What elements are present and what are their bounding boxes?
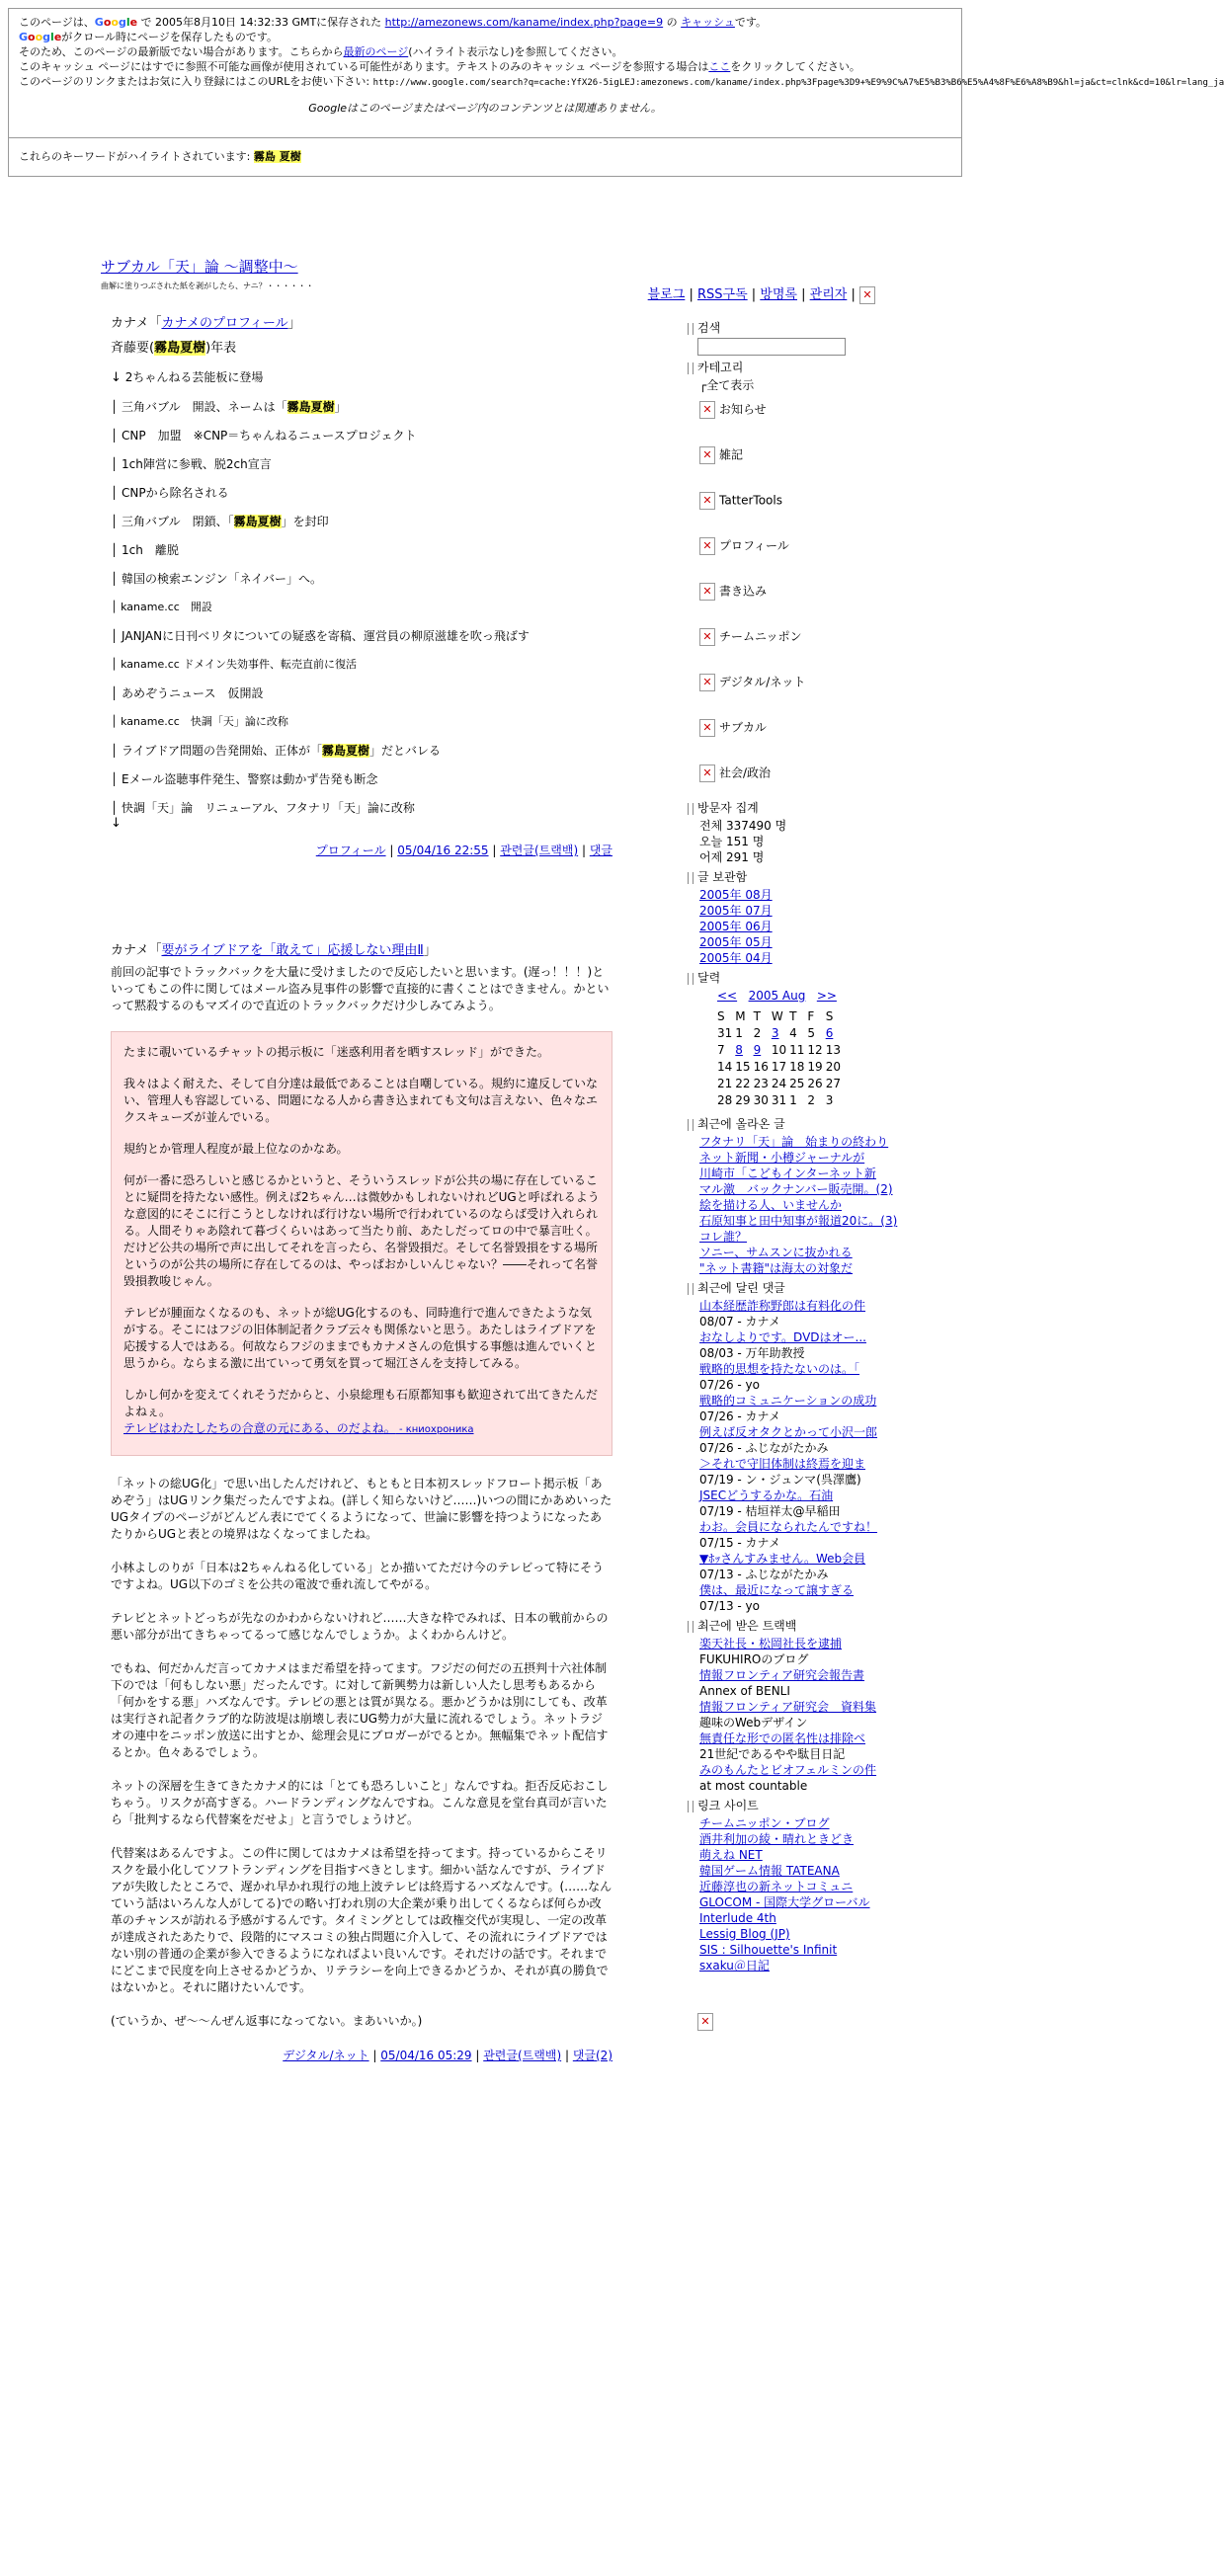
archive-link[interactable]: 2005年 04月 bbox=[699, 951, 773, 965]
post-paragraph: (ていうか、ぜ〜〜んぜん返事になってない。まあいいか。) bbox=[111, 2014, 423, 2028]
comment-link[interactable]: 山本経歴詐称野郎は有料化の件 bbox=[699, 1299, 866, 1313]
timeline-item: │ CNPから除名される bbox=[111, 486, 229, 500]
trackback-link[interactable]: 관련글(트랙백) bbox=[483, 2049, 562, 2062]
broken-image-icon: ✕ bbox=[699, 446, 715, 464]
recent-post-link[interactable]: ネット新聞・小樽ジャーナルが bbox=[699, 1151, 865, 1165]
trackback-item-link[interactable]: 情報フロンティア研究会 資料集 bbox=[699, 1700, 877, 1714]
google-logo-text: Google bbox=[94, 16, 138, 29]
broken-image-icon: ✕ bbox=[699, 537, 715, 555]
recent-trackbacks bbox=[688, 1636, 891, 1794]
category-all[interactable]: ┌全て表示 bbox=[699, 378, 755, 392]
link-site[interactable]: 韓国ゲーム情報 TATEANA bbox=[699, 1864, 840, 1878]
archive-list bbox=[688, 887, 891, 966]
broken-image-icon: ✕ bbox=[699, 583, 715, 601]
category-item[interactable]: ✕ お知らせ bbox=[699, 401, 891, 446]
trackback-item-link[interactable]: 楽天社長・松岡社長を逮捕 bbox=[699, 1637, 843, 1650]
post-category-link[interactable]: プロフィール bbox=[315, 844, 386, 857]
timeline-item: │ 快調「天」論 リニューアル、フタナリ「天」論に改称 bbox=[111, 801, 415, 815]
search-input[interactable] bbox=[697, 338, 846, 356]
recent-post-link[interactable]: コレ誰？ bbox=[699, 1230, 748, 1244]
comment-link[interactable]: 例えば反オタクとかって小沢一郎 bbox=[699, 1425, 878, 1439]
comment-link[interactable]: 댓글 bbox=[589, 844, 612, 857]
cache-info: このページは、Google で 2005年8月10日 14:32:33 GMTに保存された http://amezonews.com/kaname/index.php?page=9 の キャッシュです。 Googleがクロール時にページを保存したものです。 そのため、このページの最新版でない場合があります。こちらから最新のページ(ハイライト表示なし)を参照してください。 このキャッシュ ページにはすでに参照不可能な画像が使用されている可能性があります。テキストのみのキャッシュ ページを参照する場合はここをクリックしてください。 このページのリンクまたはお気に入り登録にはこのURLをお使い下さい: http://www.google.com/search?q=cache:YfX26-5igLEJ:amezonews.com/kaname/index.php%3Fpage%3D9+%E9%9C%A7%E5%B3%B6%E5%A4%8F%E6%A8%B9&hl=ja&ct=clnk&cd=10&lr=lang_ja Googleはこのページまたはページ内のコンテンツとは関連ありません。 bbox=[19, 16, 1224, 115]
category-list bbox=[688, 377, 891, 800]
timeline-item: │ 韓国の検索エンジン「ネイバー」へ。 bbox=[111, 572, 322, 586]
link-list bbox=[688, 1815, 891, 1973]
comment-meta: 07/13 - ふじながたかみ bbox=[699, 1568, 829, 1581]
quote-paragraph: たまに覗いているチャットの掲示板に「迷惑利用者を晒すスレッド」ができた。 bbox=[123, 1045, 550, 1059]
comment-meta: 07/26 - カナメ bbox=[699, 1409, 781, 1423]
cache-text: このページは、 bbox=[19, 16, 95, 29]
comment-link[interactable]: ＞それで守旧体制は終焉を迎ま bbox=[699, 1457, 866, 1471]
category-item[interactable]: ✕ プロフィール bbox=[699, 537, 891, 583]
calendar-weekdays: S M T W T F S bbox=[717, 1008, 834, 1023]
comment-meta: 07/13 - yo bbox=[699, 1599, 760, 1613]
calendar-day-link[interactable]: 8 bbox=[735, 1042, 743, 1057]
main-content bbox=[111, 312, 612, 2081]
comment-link[interactable]: わお。会員になられたんですね！ bbox=[699, 1520, 878, 1534]
menu-admin-link[interactable]: 관리자 bbox=[809, 287, 848, 302]
post-permalink[interactable]: 05/04/16 22:55 bbox=[397, 844, 489, 857]
post-paragraph: でもね、何だかんだ言ってカナメはまだ希望を持ってます。フジだの何だの五摂判十六社体制下のでは「何もしない悪」だったんです。に対して新興勢力は新しい人たし思考もあるから「何かをする悪」ハズなんです。テレビの悪とは質が異なる。悪かどうかは別にしても、改革は実行され記者クラブ的な防波堤は崩壊し表にUG勢力が大量に流れるでしょう。ネットラジオの連中をニッポン放送に出すとか、総理会見にブロガーがでるとか。無幅集でネット配信するとか。色々あるでしょう。 bbox=[111, 1661, 609, 1759]
recent-posts-heading: 최근에 올라온 글 bbox=[688, 1116, 891, 1132]
comment-meta: 08/03 - 万年助教授 bbox=[699, 1346, 805, 1360]
calendar-day-link[interactable]: 9 bbox=[753, 1042, 762, 1057]
category-heading: 카테고리 bbox=[688, 360, 891, 375]
blog-header bbox=[101, 256, 881, 307]
link-site[interactable]: チームニッポン・ブログ bbox=[699, 1816, 830, 1830]
post-paragraph: ネットの深層を生きてきたカナメ的には「とても恐ろしいこと」なんですね。拒否反応おこしちゃう。リスクが高すぎる。ハードランディングなんですね。こんな意見を堂台真司が言いたら「批判するなら代替案をだせよ」と言うでしょうけど。 bbox=[111, 1779, 609, 1826]
category-item[interactable]: ✕ デジタル/ネット bbox=[699, 674, 891, 719]
broken-image-icon: ✕ bbox=[699, 492, 715, 510]
timeline-item: │ kaname.cc ドメイン失効事件、転売直前に復活 bbox=[111, 658, 357, 671]
recent-post-link[interactable]: ソニー、サムスンに抜かれる bbox=[699, 1246, 853, 1259]
post-title: カナメ「要がライブドアを「敢えて」応援しない理由Ⅱ」 bbox=[111, 943, 437, 958]
calendar-week: 7 8 9 10 11 12 13 bbox=[717, 1042, 841, 1057]
broken-image-icon: ✕ bbox=[697, 2013, 713, 2031]
trackback-source: Annex of BENLI bbox=[699, 1684, 790, 1698]
quote-paragraph: テレビが腫面なくなるのも、ネットが総UG化するのも、同時進行で進んできたような気がする。そこにはフジの旧体制記者クラブ云々も関係ないと思う。あたしはライブドアを応援する人ではある。何故ならフジのままでもカナメさんの危惧する事態は進んでいくと思うから。ならまる激に出ていって勇気を買って堀江さんを支持してみる。 bbox=[123, 1306, 598, 1370]
timeline-item: │ kaname.cc 開設 bbox=[111, 601, 212, 613]
highlighted-keywords: これらのキーワードがハイライトされています: 霧島 夏樹 bbox=[9, 137, 961, 176]
quote-source-name[interactable]: - книохроника bbox=[395, 1424, 474, 1435]
post-intro: 前回の記事でトラックバックを大量に受けましたので反応したいと思います。(遅っ！！！)といってもこの件に関してはメール盗み見事件の影響で直接的に書くことはできません。かといって黙殺するのもマズイので直近のトラックバックだけ少しみてみよう。 bbox=[111, 965, 610, 1012]
timeline-item: │ Eメール盗聴事件発生、警察は動かず告発も断念 bbox=[111, 772, 378, 786]
link-site[interactable]: 酒井利加の綾・晴れときどき bbox=[699, 1832, 855, 1846]
category-item[interactable]: ✕ 雑記 bbox=[699, 446, 891, 492]
post-title-link[interactable]: 要がライブドアを「敢えて」応援しない理由Ⅱ bbox=[161, 943, 424, 958]
calendar-month[interactable]: 2005 Aug bbox=[748, 989, 806, 1003]
calendar-week: 31 1 2 3 4 5 6 bbox=[717, 1025, 834, 1040]
menu-blog-link[interactable]: 블로그 bbox=[647, 287, 686, 302]
link-site[interactable]: Interlude 4th bbox=[699, 1911, 776, 1925]
cache-text: がクロール時にページを保存したものです。 bbox=[61, 31, 278, 43]
text-only-link[interactable]: ここ bbox=[708, 60, 731, 73]
timeline-item: │ 三角バブル 閉鎖、「霧島夏樹」を封印 bbox=[111, 515, 329, 528]
comment-meta: 07/19 - ン・ジュンマ(呉澤鷹) bbox=[699, 1473, 861, 1487]
post-meta: デジタル/ネット | 05/04/16 05:29 | 관련글(트랙백) | 댓글(2) bbox=[283, 2049, 612, 2062]
recent-comments-heading: 최근에 달린 댓글 bbox=[688, 1280, 891, 1296]
post-title: カナメ「カナメのプロフィール」 bbox=[111, 316, 301, 331]
comment-link[interactable]: JSECどうするかな。石油 bbox=[699, 1489, 834, 1502]
recent-post-link[interactable]: "ネット書籍"は海太の対象だ bbox=[699, 1261, 854, 1275]
archive-link[interactable]: 2005年 07月 bbox=[699, 904, 773, 918]
trackback-item-link[interactable]: みのもんたとビオフェルミンの件 bbox=[699, 1763, 877, 1777]
quote-paragraph: 我々はよく耐えた、そして自分達は最低であることは自嘲している。規約に違反していない、管理人も容認している、問題になる人から書き込まれても文句は言えない、色々なエクスキューズが並んでいる。 bbox=[123, 1077, 599, 1124]
calendar-prev[interactable]: << bbox=[717, 989, 738, 1003]
comment-meta: 08/07 - カナメ bbox=[699, 1315, 781, 1328]
post-meta: プロフィール | 05/04/16 22:55 | 관련글(트랙백) | 댓글 bbox=[315, 844, 612, 857]
trackback-item-link[interactable]: 情報フロンティア研究会報告書 bbox=[699, 1668, 865, 1682]
broken-image-icon: ✕ bbox=[699, 628, 715, 646]
timeline-item: │ 1ch陣営に参戦、脱2ch宣言 bbox=[111, 457, 272, 471]
recent-post-link[interactable]: マル激 バックナンバー販売開。(2) bbox=[699, 1182, 893, 1196]
comment-link[interactable]: 戦略的思想を持たないのは。「 bbox=[699, 1362, 860, 1376]
cache-url-text: http://www.google.com/search?q=cache:YfX26-5igLEJ:amezonews.com/kaname/index.php%3Fpage%3D9+%E9%9C%A7%E5%B3%B6%E5%A4%8F%E6%A8%B9&hl=ja&ct=clnk&cd=10&lr=lang_ja bbox=[372, 78, 1224, 88]
calendar-day-link[interactable]: 6 bbox=[825, 1025, 834, 1040]
archive-link[interactable]: 2005年 05月 bbox=[699, 935, 773, 949]
links-heading: 링크 사이트 bbox=[688, 1798, 891, 1813]
post-profile bbox=[111, 312, 612, 858]
recent-post-link[interactable]: 絵を描ける人、いませんか bbox=[699, 1198, 843, 1212]
keyword-highlight: 霧島 夏樹 bbox=[253, 150, 301, 163]
broken-image-icon: ✕ bbox=[699, 401, 715, 419]
recent-post-link[interactable]: 石原知事と田中知事が報道20に。(3) bbox=[699, 1214, 898, 1228]
post-livedoor bbox=[111, 939, 612, 2063]
down-arrow-icon: ↓ bbox=[111, 816, 122, 831]
comment-link[interactable]: ▼ﾎｯさんすみません。Web会員 bbox=[699, 1552, 866, 1566]
recent-post-link[interactable]: 川崎市「こどもインターネット新 bbox=[699, 1167, 876, 1180]
calendar-next[interactable]: >> bbox=[816, 989, 837, 1003]
broken-image-icon: ✕ bbox=[699, 719, 715, 737]
calendar-week: 14 15 16 17 18 19 20 bbox=[717, 1059, 841, 1074]
quote-paragraph: しかし何かを変えてくれそうだからと、小泉総理も石原都知事も歓迎されて出てきたんだよねぇ。 bbox=[123, 1388, 599, 1418]
archive-link[interactable]: 2005年 06月 bbox=[699, 920, 773, 933]
timeline-item: │ JANJANに日刊ベリタについての疑惑を寄稿、運営員の柳原滋雄を吹っ飛ばす bbox=[111, 629, 530, 643]
category-item[interactable]: ✕ サブカル bbox=[699, 719, 891, 765]
quote-paragraph: 規約とか管理人程度が最上位なのかなあ。 bbox=[123, 1142, 349, 1156]
calendar bbox=[717, 1007, 844, 1108]
timeline-item: │ あめぞうニュース 仮開設 bbox=[111, 686, 264, 700]
link-site[interactable]: SIS : Silhouette's Infinit bbox=[699, 1943, 838, 1957]
trackback-item-link[interactable]: 無責任な形での匿名性は排除べ bbox=[699, 1731, 866, 1745]
cache-text: で 2005年8月10日 14:32:33 GMTに保存された bbox=[137, 16, 385, 29]
latest-page-link[interactable]: 最新のページ bbox=[343, 45, 409, 58]
calendar-heading: 달력 bbox=[688, 970, 891, 986]
link-site[interactable]: 近藤淳也の新ネットコミュニ bbox=[699, 1880, 854, 1893]
comment-link[interactable]: 戦略的コミュニケーションの成功 bbox=[699, 1394, 877, 1408]
broken-image-icon: ✕ bbox=[859, 286, 875, 304]
trackback-source: at most countable bbox=[699, 1779, 808, 1793]
comment-meta: 07/15 - カナメ bbox=[699, 1536, 781, 1550]
post-paragraph: 小林よしのりが「日本は2ちゃんねる化している」とか描いてただけ今のテレビって特にそうですよね。UG以下のゴミを公共の電波で垂れ流してやがる。 bbox=[111, 1561, 605, 1591]
timeline-item: │ CNP 加盟 ※CNP＝ちゃんねるニュースプロジェクト bbox=[111, 429, 417, 443]
post-permalink[interactable]: 05/04/16 05:29 bbox=[380, 2049, 472, 2062]
post-category-link[interactable]: デジタル/ネット bbox=[283, 2049, 369, 2062]
category-item[interactable]: ✕ 書き込み bbox=[699, 583, 891, 628]
timeline-item: │ ライブドア問題の告発開始、正体が「霧島夏樹」だとバレる bbox=[111, 744, 441, 758]
comment-link[interactable]: 僕は、最近になって譲すぎる bbox=[699, 1583, 855, 1597]
timeline bbox=[111, 369, 612, 832]
trackback-link[interactable]: 관련글(트랙백) bbox=[500, 844, 579, 857]
link-site[interactable]: 萌えね NET bbox=[699, 1848, 763, 1862]
category-item[interactable]: ✕ TatterTools bbox=[699, 492, 891, 537]
quoted-block bbox=[111, 1031, 612, 1456]
google-cache-header bbox=[8, 8, 1224, 177]
post-paragraph: 代替案はあるんですよ。この件に関してはカナメは希望を持ってます。持っているからこそリスクを最小化してソフトランディングを目指すべきとします。細かい話なんですが、ライブドアが失敗したところで、遅かれ早かれ現行の地上波テレビは終焉するハズなんです。(……なんていう話はいろんな人がしてる)での略い打われ別の大企業が乗り出してくるならば何らか改革のチャンスが訪れる予感がするんです。タイミングとしては政権交代が実現し、一定の改革が達成されたあたりで、段階的にマスコミの独占問題に介入して、その流れにライブドアではない別の普通の企業が参入できるようになればよい良いんです。それだけの話です。それまでにどこまで民度を向上させるかどうか、リテラシーを向上できるかどうか、それが真の勝負ではないかと。それに賭けたいんです。 bbox=[111, 1846, 612, 1994]
link-site[interactable]: sxaku＠日記 bbox=[699, 1959, 770, 1972]
post-paragraph: 「ネットの総UG化」で思い出したんだけれど、もともと日本初スレッドフロート掲示板「あめぞう」はUGリンク集だったんですよね。(詳しく知らないけど……)いつの間にかあめいったUGタイプのページがどんどん表にでてくるようになって、世論に影響を持つようになったあたりからUGと表との境界はなくなってましたね。 bbox=[111, 1477, 612, 1541]
visitor-yesterday: 어제 291 명 bbox=[699, 850, 765, 864]
comment-meta: 07/19 - 桔垣祥太@早稲田 bbox=[699, 1504, 841, 1518]
trackback-source: 21世紀であるやや駄目日記 bbox=[699, 1747, 846, 1761]
trackback-source: 趣味のWebデザイン bbox=[699, 1716, 808, 1730]
broken-image-icon: ✕ bbox=[699, 765, 715, 782]
comment-meta: 07/26 - yo bbox=[699, 1378, 760, 1392]
google-logo-text-2: Google bbox=[19, 31, 62, 43]
archive-link[interactable]: 2005年 08月 bbox=[699, 888, 773, 902]
blog-description: 曲解に塗りつぶされた紙を剥がしたら、ナニ？・・・・・・ bbox=[101, 282, 314, 290]
calendar-week: 21 22 23 24 25 26 27 bbox=[717, 1076, 841, 1090]
calendar-week: 28 29 30 31 1 2 3 bbox=[717, 1092, 834, 1107]
menu-rss-link[interactable]: RSS구독 bbox=[697, 287, 748, 302]
original-url-link[interactable]: http://amezonews.com/kaname/index.php?page=9 bbox=[384, 16, 664, 29]
calendar-nav bbox=[688, 988, 891, 1004]
timeline-item: │ kaname.cc 快調「天」論に改称 bbox=[111, 715, 288, 728]
link-site[interactable]: GLOCOM - 国際大学グローバル bbox=[699, 1895, 870, 1909]
comment-link[interactable]: 댓글(2) bbox=[572, 2049, 612, 2062]
post-subtitle: 斉藤要(霧島夏樹)年表 bbox=[111, 341, 237, 356]
category-item[interactable]: ✕ チームニッポン bbox=[699, 628, 891, 674]
post-paragraph: テレビとネットどっちが先なのかわからないけれど……大きな枠でみれば、日本の戦前からの悪い部分が出てきちゃってるって感じなんでしょうか。よくわからんけど。 bbox=[111, 1611, 609, 1642]
archive-heading: 글 보관함 bbox=[688, 869, 891, 885]
recent-trackbacks-heading: 최근에 받은 트랙백 bbox=[688, 1618, 891, 1634]
broken-image-icon: ✕ bbox=[699, 674, 715, 691]
recent-post-link[interactable]: フタナリ「天」論 始まりの終わり bbox=[699, 1135, 889, 1149]
timeline-item: │ 三角バブル 開設、ネームは「霧島夏樹」 bbox=[111, 400, 347, 414]
visitor-heading: 방문자 집계 bbox=[688, 800, 891, 816]
quote-paragraph: 何が一番に恐ろしいと感じるかというと、そういうスレッドが公共の場に存在していることに疑問を持たない感性。例えば2ちゃん…は微妙かもしれないけれどUGと呼ばれるような意図的にそこに行こうとしなければ行けない場所で行われているのならば受け入れられる。人間そりゃあ陰れて暮づくらいはあって当たり前、あたしだってロの中で暴言吐く。だけど公共の場所で声に出してそれを言ったら、名誉毀損だ。そして名誉毀損をする場所というのが公共の場所に存在してるのは、やっぱおかしいんじゃない？――それって名誉毀損教唆じゃん。 bbox=[123, 1173, 600, 1288]
sidebar bbox=[688, 320, 898, 2031]
google-disclaimer: Googleはこのページまたはページ内のコンテンツとは関連ありません。 bbox=[308, 102, 662, 115]
recent-posts bbox=[688, 1134, 898, 1276]
quote-source-link[interactable]: テレビはわたしたちの合意の元にある、のだよね。 bbox=[123, 1421, 396, 1435]
cache-link[interactable]: キャッシュ bbox=[681, 16, 735, 29]
visitor-total: 전체 337490 명 bbox=[699, 819, 787, 833]
link-site[interactable]: Lessig Blog (JP) bbox=[699, 1927, 790, 1941]
search-heading: 검색 bbox=[688, 320, 891, 336]
menu-guestbook-link[interactable]: 방명록 bbox=[760, 287, 797, 302]
recent-comments bbox=[688, 1298, 891, 1614]
blog-menu: 블로그 | RSS구독 | 방명록 | 관리자 | ✕ bbox=[648, 283, 875, 304]
timeline-item: │ 1ch 離脱 bbox=[111, 543, 179, 557]
visitor-counter bbox=[688, 818, 891, 865]
post-title-link[interactable]: カナメのプロフィール bbox=[161, 316, 288, 331]
comment-link[interactable]: おなしよりです。DVDはオー... bbox=[699, 1330, 866, 1344]
calendar-day-link[interactable]: 3 bbox=[771, 1025, 779, 1040]
visitor-today: 오늘 151 명 bbox=[699, 835, 765, 848]
trackback-source: FUKUHIROのブログ bbox=[699, 1652, 809, 1666]
blog-title-link[interactable]: サブカル「天」論 ～調整中～ bbox=[101, 258, 298, 276]
category-item[interactable]: ✕ 社会/政治 bbox=[699, 765, 891, 800]
comment-meta: 07/26 - ふじながたかみ bbox=[699, 1441, 829, 1455]
timeline-item: ↓ 2ちゃんねる芸能板に登場 bbox=[111, 370, 264, 385]
